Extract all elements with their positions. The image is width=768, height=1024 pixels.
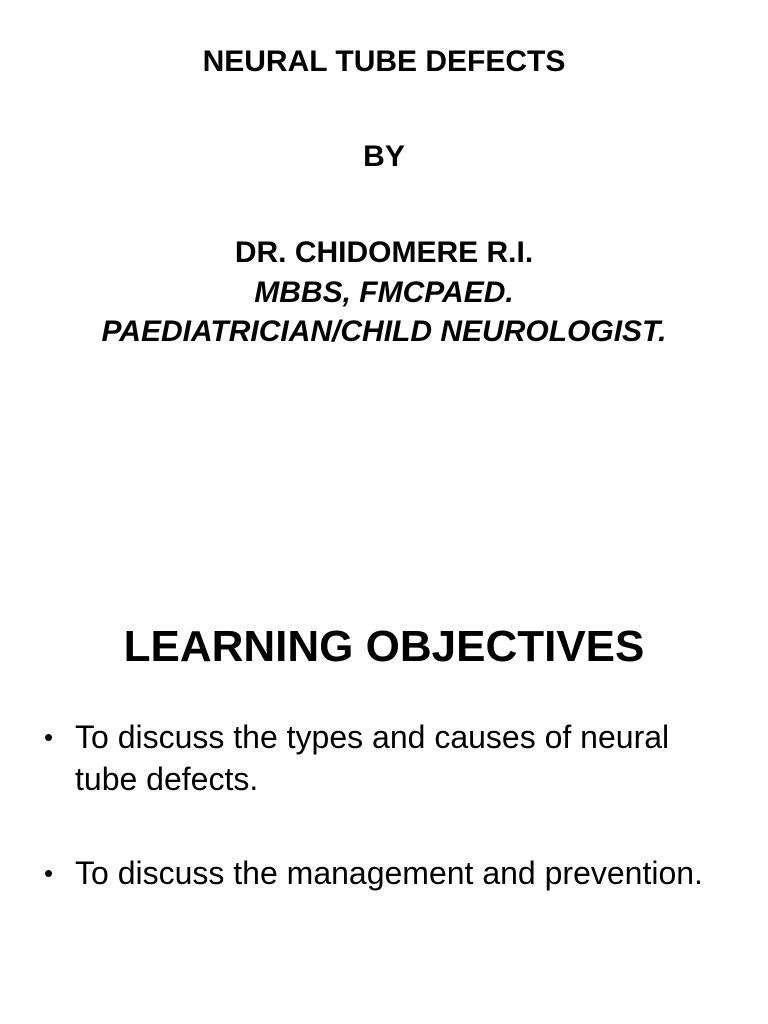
- bullet-icon: •: [44, 722, 54, 752]
- section-heading: LEARNING OBJECTIVES: [123, 622, 645, 671]
- objectives-slide: [0, 576, 768, 1024]
- objective-text: To discuss the types and causes of neural tube defects.: [75, 719, 670, 797]
- list-item: [0, 852, 768, 894]
- author-role: PAEDIATRICIAN/CHILD NEUROLOGIST.: [101, 315, 667, 348]
- author-credentials: MBBS, FMCPAED.: [254, 276, 514, 309]
- author-name: DR. CHIDOMERE R.I.: [234, 236, 534, 269]
- objective-text: To discuss the management and prevention.: [75, 855, 703, 891]
- by-label: BY: [363, 140, 405, 173]
- list-item: [0, 716, 768, 800]
- objectives-list: [0, 716, 768, 946]
- bullet-icon: •: [44, 858, 54, 888]
- presentation-title: NEURAL TUBE DEFECTS: [202, 45, 566, 78]
